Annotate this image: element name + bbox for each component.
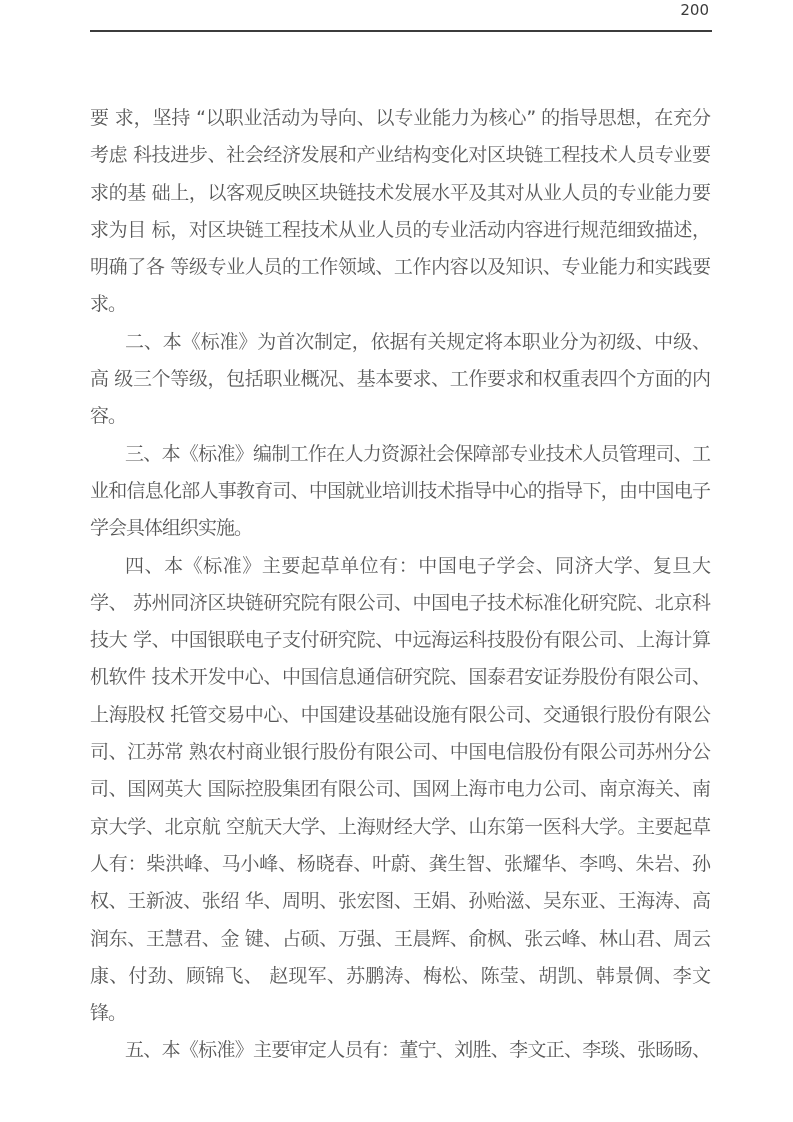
- text-line: 人有：柴洪峰、马小峰、杨晓春、叶蔚、龚生智、张耀华、李鸣、朱岩、孙: [90, 852, 710, 875]
- text-line: 技大 学、中国银联电子支付研究院、中远海运科技股份有限公司、上海计算: [90, 629, 710, 652]
- text-line: 润东、王慧君、金 键、占硕、万强、王晨辉、俞枫、张云峰、林山君、周云: [90, 927, 710, 950]
- paragraph: [90, 1032, 710, 1069]
- text-line: 京大学、北京航 空航天大学、上海财经大学、山东第一医科大学。主要起草: [90, 815, 710, 838]
- paragraph: [90, 100, 710, 324]
- text-line: 求的基 础上，以客观反映区块链技术发展水平及其对从业人员的专业能力要: [90, 181, 710, 204]
- text-line: 高 级三个等级，包括职业概况、基本要求、工作要求和权重表四个方面的内: [90, 368, 710, 391]
- document-content: [90, 100, 710, 1070]
- text-line: 康、付劲、顾锦飞、 赵现军、苏鹏涛、梅松、陈莹、胡凯、韩景倜、李文: [90, 964, 710, 987]
- page-number: 200: [680, 1, 709, 19]
- text-line: 求为目 标，对区块链工程技术从业人员的专业活动内容进行规范细致描述，: [90, 218, 710, 241]
- text-line: 司、江苏常 熟农村商业银行股份有限公司、中国电信股份有限公司苏州分公: [90, 741, 710, 764]
- text-line: 业和信息化部人事教育司、中国就业培训技术指导中心的指导下，由中国电子: [90, 479, 710, 502]
- text-line: 二、本《标准》为首次制定，依据有关规定将本职业分为初级、中级、: [125, 330, 710, 353]
- text-line: 四、本《标准》主要起草单位有：中国电子学会、同济大学、复旦大: [125, 554, 710, 577]
- text-line: 要 求，坚持 “以职业活动为导向、以专业能力为核心” 的指导思想，在充分: [90, 107, 710, 129]
- paragraph: [90, 436, 710, 548]
- text-line: 容。: [90, 405, 127, 428]
- text-line: 学会具体组织实施。: [90, 517, 253, 540]
- text-line: 明确了各 等级专业人员的工作领域、工作内容以及知识、专业能力和实践要: [90, 256, 710, 279]
- text-line: 五、本《标准》主要审定人员有：董宁、刘胜、李文正、李琰、张旸旸、: [125, 1039, 710, 1062]
- text-line: 考虑 科技进步、社会经济发展和产业结构变化对区块链工程技术人员专业要: [90, 144, 710, 167]
- paragraph: [90, 324, 710, 436]
- text-line: 上海股权 托管交易中心、中国建设基础设施有限公司、交通银行股份有限公: [90, 703, 710, 726]
- paragraph: [90, 548, 710, 1033]
- text-line: 三、本《标准》编制工作在人力资源社会保障部专业技术人员管理司、工: [125, 442, 710, 465]
- text-line: 机软件 技术开发中心、中国信息通信研究院、国泰君安证券股份有限公司、: [90, 666, 710, 689]
- text-line: 司、国网英大 国际控股集团有限公司、国网上海市电力公司、南京海关、南: [90, 778, 710, 801]
- text-line: 权、王新波、张绍 华、周明、张宏图、王娟、孙贻滋、吴东亚、王海涛、高: [90, 890, 710, 913]
- text-line: 求。: [90, 293, 127, 316]
- text-line: 锋。: [90, 1002, 127, 1025]
- header-rule: [90, 30, 712, 32]
- text-line: 学、 苏州同济区块链研究院有限公司、中国电子技术标准化研究院、北京科: [90, 591, 710, 614]
